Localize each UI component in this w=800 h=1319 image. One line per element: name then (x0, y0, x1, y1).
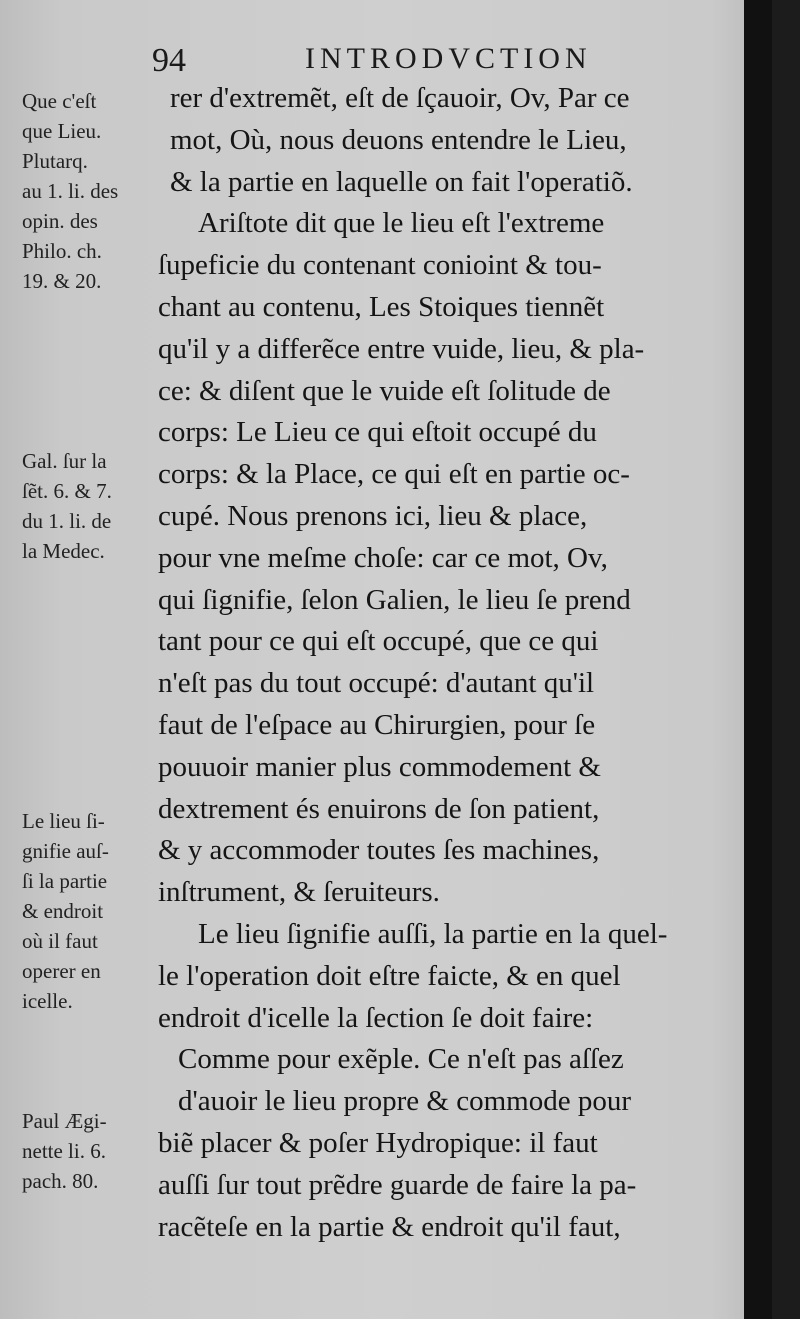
margin-note-line: Le lieu ſi- (22, 809, 105, 833)
text-line: d'auoir le lieu propre & commode pour (178, 1085, 631, 1118)
margin-note-line: nette li. 6. (22, 1139, 106, 1163)
text-line: faut de l'eſpace au Chirurgien, pour ſe (158, 708, 596, 741)
margin-note-line: Plutarq. (22, 149, 88, 173)
text-line: ce: & diſent que le vuide eſt ſolitude de (158, 374, 611, 407)
text-line: & y accommoder toutes ſes machines, (158, 834, 600, 867)
text-line: rer d'extremẽt, eſt de ſçauoir, Ov, Par ce (170, 82, 630, 114)
margin-note-line: que Lieu. (22, 119, 102, 143)
text-line: racẽteſe en la partie & endroit qu'il faut, (158, 1210, 621, 1243)
margin-note-line: & endroit (22, 899, 104, 923)
text-line: Comme pour exẽple. Ce n'eſt pas aſſez (178, 1043, 624, 1076)
margin-note-line: Gal. ſur la (22, 449, 107, 473)
text-line: corps: Le Lieu ce qui eſtoit occupé du (158, 416, 597, 449)
margin-note-line: la Medec. (22, 539, 105, 563)
text-line: biẽ placer & poſer Hydropique: il faut (158, 1126, 598, 1159)
text-line: auſſi ſur tout prẽdre guarde de faire la pa- (158, 1168, 637, 1201)
text-line: qu'il y a differẽce entre vuide, lieu, & pla- (158, 332, 645, 365)
margin-note-line: Philo. ch. (22, 239, 102, 263)
text-line: le l'operation doit eſtre faicte, & en quel (158, 959, 621, 992)
text-line: Ariſtote dit que le lieu eſt l'extreme (198, 207, 605, 240)
text-line: cupé. Nous prenons ici, lieu & place, (158, 499, 588, 532)
body-text (158, 78, 758, 1248)
running-title: INTRODVCTION (305, 42, 592, 75)
margin-note-line: 19. & 20. (22, 269, 102, 293)
page-number: 94 (152, 42, 186, 79)
margin-note-line: pach. 80. (22, 1169, 99, 1193)
text-line: corps: & la Place, ce qui eſt en partie oc- (158, 458, 630, 491)
text-line: & la partie en laquelle on fait l'operatiõ. (170, 165, 633, 198)
text-line: inſtrument, & ſeruiteurs. (158, 876, 440, 909)
margin-note-line: opin. des (22, 209, 98, 233)
margin-note-line: Que c'eſt (22, 89, 97, 113)
margin-note-line: ſẽt. 6. & 7. (22, 479, 112, 503)
text-line: pouuoir manier plus commodement & (158, 750, 601, 783)
margin-note-line: au 1. li. des (22, 179, 119, 203)
text-line: tant pour ce qui eſt occupé, que ce qui (158, 625, 599, 658)
text-line: n'eſt pas du tout occupé: d'autant qu'il (158, 667, 595, 700)
text-line: Le lieu ſignifie auſſi, la partie en la quel- (198, 917, 668, 950)
margin-note-line: Paul Ægi- (22, 1109, 107, 1133)
margin-note-line: du 1. li. de (22, 509, 112, 533)
margin-note-line: gnifie auſ- (22, 839, 109, 863)
text-line: qui ſignifie, ſelon Galien, le lieu ſe prend (158, 583, 631, 616)
text-line: chant au contenu, Les Stoiques tiennẽt (158, 290, 605, 323)
text-line: dextrement és enuirons de ſon patient, (158, 792, 600, 825)
text-line: pour vne meſme choſe: car ce mot, Ov, (158, 541, 608, 574)
margin-note-line: icelle. (22, 989, 73, 1013)
margin-note-line: ſi la partie (22, 869, 108, 893)
text-line: mot, Où, nous deuons entendre le Lieu, (170, 123, 627, 156)
text-line: ſupeficie du contenant conioint & tou- (158, 249, 602, 282)
text-line: endroit d'icelle la ſection ſe doit faire: (158, 1001, 594, 1034)
margin-note-line: où il faut (22, 929, 98, 953)
margin-note-line: operer en (22, 959, 101, 983)
